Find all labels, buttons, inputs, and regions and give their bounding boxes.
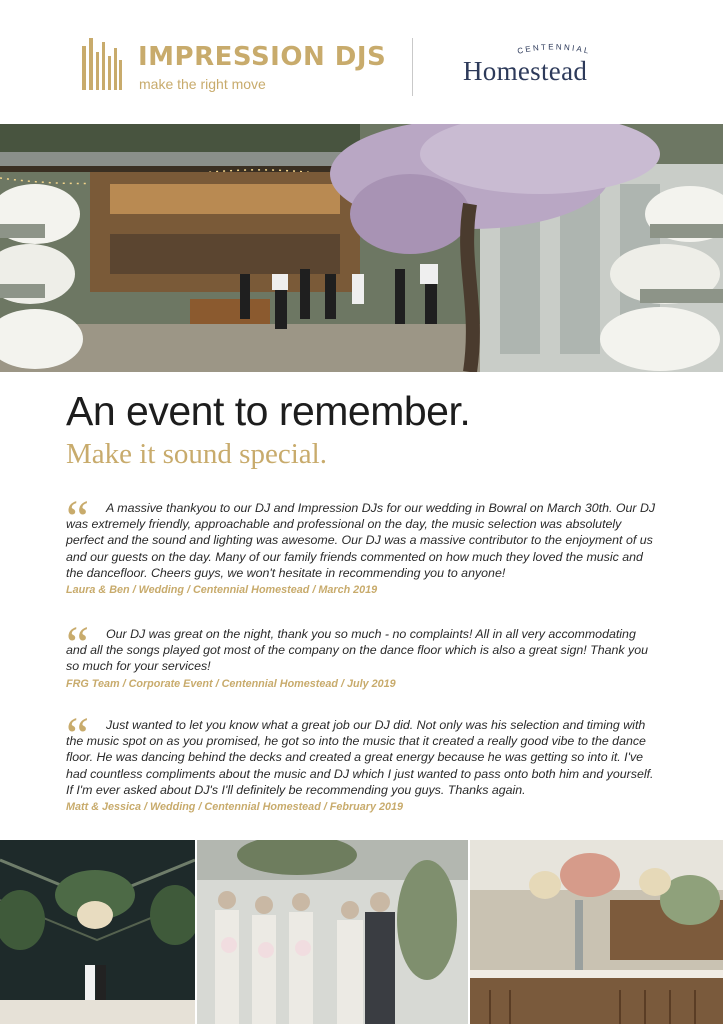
- testimonial-text: Our DJ was great on the night, thank you so much - no complaints! All in all very accommodating and all the songs played got most of the company on the dance floor which is also a great sign! Thank you so much for your services!: [66, 627, 649, 674]
- photo-strip: [0, 840, 723, 1024]
- testimonial-attribution: Laura & Ben / Wedding / Centennial Homestead / March 2019: [66, 584, 378, 597]
- header: [0, 0, 723, 124]
- testimonial-text: Just wanted to let you know what a great job our DJ did. Not only was his selection and timing with the music spot on as you promised, he got so into the music that it created a really good vibe to the dance floor. He was dancing behind the decks and created a great energy because he was getting so into it. I've had countless compliments about the music and DJ which I just wanted to pass onto both him and yourself. If I'm ever asked about DJ's I'll definitely be recommending you guys. Thanks again.: [66, 718, 654, 797]
- testimonial-attribution: FRG Team / Corporate Event / Centennial Homestead / July 2019: [66, 677, 396, 690]
- testimonial: [66, 491, 658, 597]
- bridal-party-photo: [197, 840, 468, 1024]
- page-title: An event to remember.: [66, 388, 471, 434]
- dining-hall-photo: [470, 840, 723, 1024]
- venue-name: Homestead: [463, 56, 588, 86]
- testimonial: [66, 708, 658, 814]
- marquee-reception-photo: [0, 840, 195, 1024]
- testimonial-attribution: Matt & Jessica / Wedding / Centennial Homestead / February 2019: [66, 801, 404, 814]
- hero-venue-photo: [0, 124, 723, 372]
- brand-tagline: make the right move: [139, 76, 266, 92]
- quote-icon: “: [66, 617, 90, 674]
- quote-icon: “: [66, 491, 90, 548]
- testimonial: [66, 617, 658, 690]
- impression-djs-logo-icon: [82, 38, 122, 90]
- quote-icon: “: [66, 708, 90, 765]
- venue-small-label: [509, 42, 599, 56]
- header-divider: [412, 38, 413, 96]
- testimonial-text: A massive thankyou to our DJ and Impression DJs for our wedding in Bowral on March 30th. Our DJ was extremely friendly, approachable and professional on the day, the music selection was absolutely perfect and the sound and lighting was awesome. Our DJ was a massive contributor to the enjoyment of us and our guests on the day. Many of our family friends commented on how much they loved the music and the dancefloor. Cheers guys, we won't hesitate in recommending you to anyone!: [66, 501, 656, 580]
- brand-name: IMPRESSION DJS: [138, 42, 387, 72]
- svg-text:CENTENNIAL: CENTENNIAL: [516, 42, 592, 56]
- page-subtitle: Make it sound special.: [66, 438, 327, 470]
